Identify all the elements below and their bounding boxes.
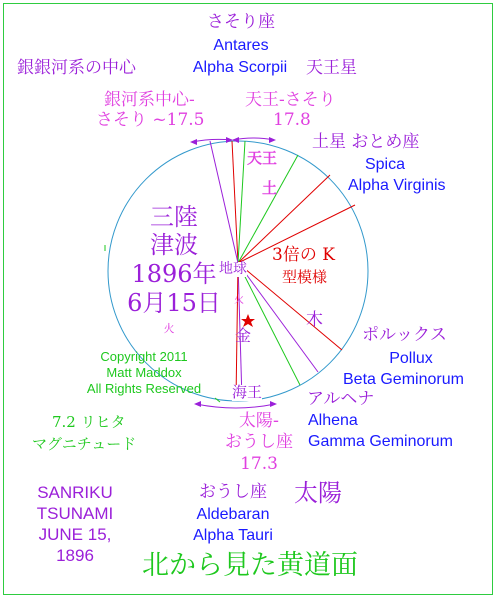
diagram-title: 北から見た黄道面	[142, 550, 358, 581]
antares-en: Antares	[213, 37, 269, 54]
arrow-uranus-left	[232, 137, 239, 143]
pollux-en: Pollux	[389, 350, 433, 367]
spica-alpha-virginis: Alpha Virginis	[348, 177, 446, 194]
galactic-center-label: 銀銀河系の中心	[17, 58, 136, 78]
k-pattern-line1: 3倍の K	[272, 245, 335, 265]
arrow-uranus-right	[269, 137, 276, 143]
event-year: 1896年	[131, 260, 217, 288]
sun-label: 太陽	[294, 479, 342, 507]
alhena-en: Alhena	[308, 412, 358, 429]
english-event-line4: 1896	[56, 546, 94, 565]
magnitude-line1: 7.2 リヒタ	[52, 413, 126, 431]
planet-neptune: 海王	[232, 383, 263, 401]
event-location-2: 津波	[150, 231, 198, 259]
arrow-sun-right	[270, 401, 277, 407]
uranus-angle-label-2: 17.8	[273, 110, 311, 130]
sun-angle-line3: 17.3	[240, 454, 278, 474]
copyright-line3: All Rights Reserved	[86, 381, 202, 396]
k-pattern-line2: 型模様	[282, 268, 328, 286]
galactic-angle-label-2: さそり ~17.5	[96, 110, 205, 130]
aldebaran-alpha-tauri: Alpha Tauri	[193, 527, 273, 544]
galactic-angle-label-1: 銀河系中心-	[104, 90, 195, 110]
english-event-line2: TSUNAMI	[36, 504, 114, 523]
magnitude-line2: マグニチュード	[32, 435, 137, 453]
english-event-line3: JUNE 15,	[38, 525, 112, 544]
planet-saturn: 土	[262, 179, 278, 197]
angle-arc-sun	[196, 404, 275, 408]
aldebaran-jp: おうし座	[199, 482, 267, 502]
aldebaran-en: Aldebaran	[196, 506, 270, 523]
uranus-star-label: 天王星	[306, 58, 357, 78]
angle-arc-uranus	[233, 138, 274, 140]
event-date: 6月15日	[127, 289, 221, 317]
arrow-galactic-left	[190, 139, 197, 145]
line-uranus	[238, 141, 245, 263]
arrow-sun-left	[194, 401, 201, 407]
copyright-line1: Copyright 2011	[100, 349, 188, 364]
spica-jp: 土星 おとめ座	[312, 132, 420, 152]
pollux-jp: ポルックス	[362, 325, 447, 345]
mars-label-small: 火	[163, 322, 175, 335]
uranus-angle-label-1: 天王-さそり	[245, 90, 336, 110]
planet-uranus: 天王	[247, 149, 278, 167]
spica-en: Spica	[364, 156, 406, 173]
antares-alpha-scorpii: Alpha Scorpii	[192, 59, 288, 76]
antares-jp: さそり座	[207, 12, 275, 32]
english-event-line1: SANRIKU	[37, 483, 113, 502]
planet-venus: 金	[235, 326, 252, 345]
alhena-jp: アルヘナ	[307, 389, 375, 409]
pollux-beta-geminorum: Beta Geminorum	[343, 371, 464, 388]
sun-angle-line2: おうし座	[225, 432, 293, 452]
line-antares	[232, 141, 238, 263]
planet-jupiter: 木	[306, 310, 323, 330]
planet-earth: 地球	[219, 261, 247, 277]
alhena-gamma-geminorum: Gamma Geminorum	[308, 433, 453, 450]
sun-angle-line1: 太陽-	[238, 411, 280, 431]
event-location-1: 三陸	[150, 203, 198, 231]
copyright-line2: Matt Maddox	[106, 365, 182, 380]
planet-mars-small: 火	[234, 295, 244, 306]
